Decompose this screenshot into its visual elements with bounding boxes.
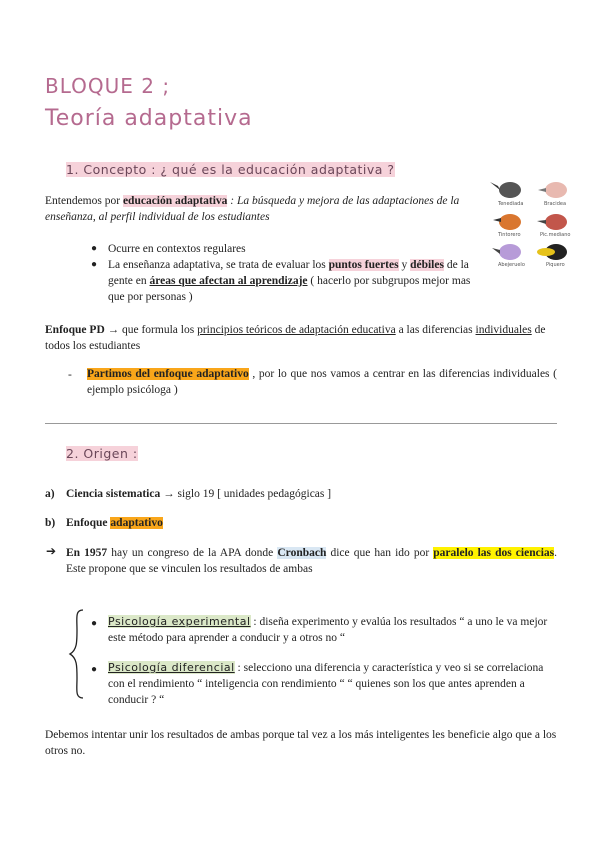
section1-heading: 1. Concepto : ¿ qué es la educación adaptativa ? <box>66 162 395 177</box>
bird-6 <box>537 244 567 260</box>
dash-adaptive-approach: Partimos del enfoque adaptativo , por lo que nos vamos a centrar en las diferencias individuales ( ejemplo psicóloga ) <box>87 368 557 396</box>
dash-marker: - <box>68 369 72 381</box>
bird-5 <box>492 244 521 260</box>
bullet-adaptive-teaching: La enseñanza adaptativa, se trata de evaluar los puntos fuertes y débiles de la gente en áreas que afectan al aprendizaje ( hacerlo por subgrupos mejor mas que por personas ) <box>108 259 471 303</box>
bullet-dot: ● <box>91 618 98 629</box>
item-a-label: a) <box>45 488 55 500</box>
psicologia-diferencial-item: Psicología diferencial : selecciono una diferencia y característica y veo si se correlaciona con el rendimiento “ inteligencia con rendimiento “ “ quienes son los que antes aprenden a conducir ? “ <box>108 661 544 706</box>
section-divider <box>45 423 557 424</box>
section2-heading: 2. Origen : <box>66 446 138 461</box>
enfoque-pd-paragraph: Enfoque PD → que formula los principios teóricos de adaptación educativa a las diferencias individuales de todos los estudiantes <box>45 324 546 352</box>
psicologia-experimental-item: Psicología experimental : diseña experimento y evalúa los resultados “ a uno le va mejor este método para aprender a conducir y a otros no “ <box>108 615 548 644</box>
intro-paragraph: Entendemos por educación adaptativa : La búsqueda y mejora de las adaptaciones de la enseñanza, al perfil individual de los estudiantes <box>45 195 460 223</box>
cronbach-paragraph: En 1957 hay un congreso de la APA donde Cronbach dice que han ido por paralelo las dos ciencias. Este propone que se vinculen los resultados de ambas <box>66 547 557 575</box>
item-b-text: Enfoque adaptativo <box>66 517 163 529</box>
closing-paragraph: Debemos intentar unir los resultados de ambas porque tal vez a los más inteligentes les beneficie algo que a los otros no. <box>45 729 557 757</box>
bird-4 <box>537 214 567 230</box>
bullet-dot: ● <box>91 243 98 254</box>
birds-illustration: Tenediada Bracidea Tintorero Pic.mediano Abejeruelo Piquero <box>490 176 582 272</box>
bird-2 <box>538 182 567 198</box>
page-title: Teoría adaptativa <box>45 106 253 131</box>
curly-brace-icon <box>68 608 86 700</box>
bullet-regular-contexts: Ocurre en contextos regulares <box>108 243 246 255</box>
arrow-bullet-icon: ➔ <box>46 544 57 558</box>
bullet-dot: ● <box>91 259 98 270</box>
block-title: BLOQUE 2 ; <box>45 74 171 98</box>
bird-3 <box>493 214 521 230</box>
item-b-label: b) <box>45 517 56 529</box>
bullet-dot: ● <box>91 664 98 675</box>
bird-1 <box>490 182 521 198</box>
item-a-text: Ciencia sistematica → siglo 19 [ unidades pedagógicas ] <box>66 488 332 500</box>
